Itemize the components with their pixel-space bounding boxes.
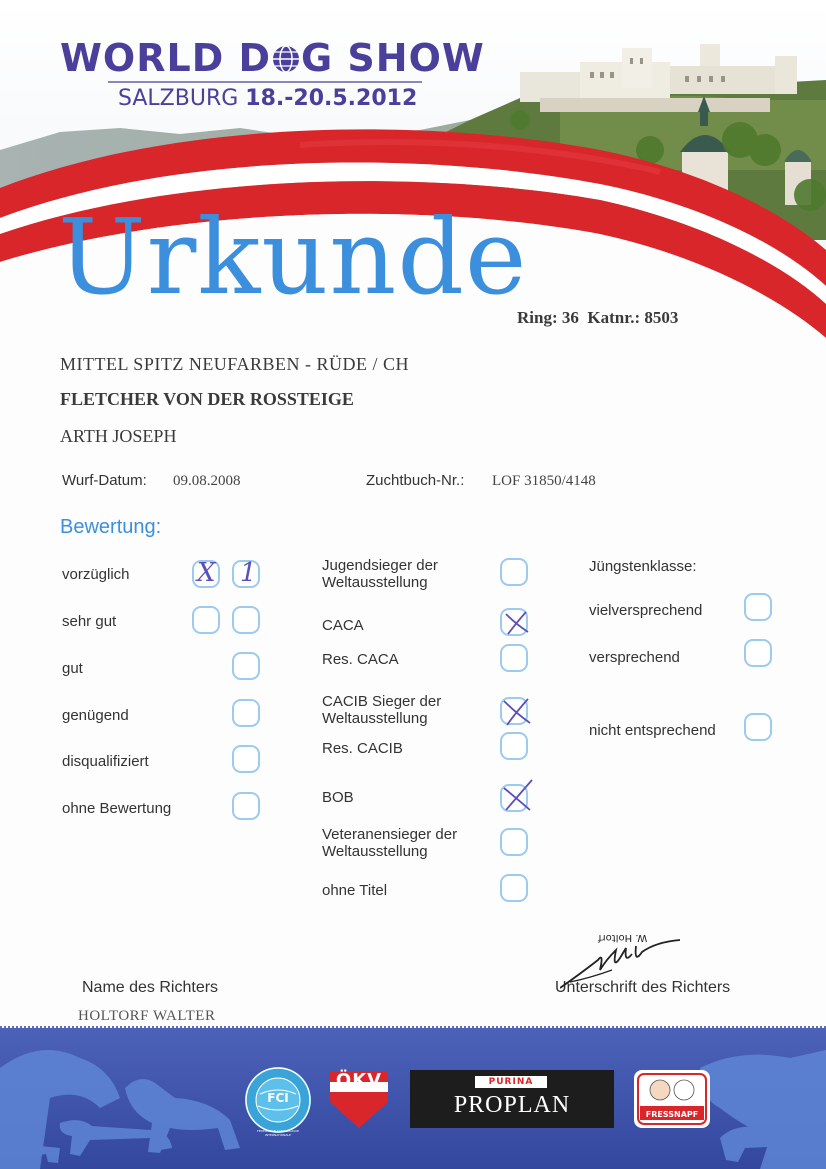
baby-checkbox-nicht-entsprechend[interactable] [744, 713, 772, 741]
grade-label: genügend [62, 707, 129, 724]
grade-checkbox-gut[interactable] [232, 652, 260, 680]
ring-value: 36 [561, 308, 579, 327]
judge-signature-label: Unterschrift des Richters [555, 979, 731, 996]
baby-label: versprechend [589, 649, 680, 666]
checkmark-x-icon [500, 695, 534, 729]
purina-text: PURINA [488, 1077, 534, 1087]
fressnapf-text: FRESSNAPF [645, 1110, 699, 1119]
baby-class-heading: Jüngstenklasse: [589, 558, 697, 575]
globe-icon [271, 39, 301, 69]
grade-label: disqualifiziert [62, 753, 149, 770]
studbook-value: LOF 31850/4148 [492, 473, 596, 489]
handwritten-x: X [197, 558, 216, 588]
birth-date-label: Wurf-Datum: [62, 472, 147, 489]
judge-signature [560, 930, 700, 990]
title-label: CACIB Sieger der Weltausstellung [322, 693, 442, 727]
fci-ring-text: FÉDÉRATION CYNOLOGIQUE INTERNATIONALE [257, 1129, 299, 1137]
checkmark-x-icon [500, 778, 534, 812]
title-label: Res. CACA [322, 651, 399, 668]
grade-checkbox-vorzueglich[interactable] [192, 560, 220, 588]
studbook-label: Zuchtbuch-Nr.: [366, 472, 465, 489]
title-label: Veteranensieger der Weltausstellung [322, 826, 458, 860]
signature-scribble [560, 930, 700, 990]
baby-label: vielversprechend [589, 602, 703, 619]
handwritten-rank: 1 [240, 558, 257, 588]
proplan-text: PROPLAN [453, 1092, 571, 1118]
certificate-title: Urkunde [58, 196, 528, 318]
event-title-part1: WORLD D [60, 36, 272, 80]
grade-checkbox-disqualifiziert[interactable] [232, 745, 260, 773]
title-checkbox-caca[interactable] [500, 608, 528, 636]
title-checkbox-res-caca[interactable] [500, 644, 528, 672]
ring-catalog [517, 308, 678, 328]
title-checkbox-jugendsieger[interactable] [500, 558, 528, 586]
baby-label: nicht entsprechend [589, 722, 716, 739]
owner-name: ARTH JOSEPH [60, 426, 177, 446]
grade-checkbox-ohne-bewertung[interactable] [232, 792, 260, 820]
grade-checkbox-sehr-gut[interactable] [192, 606, 220, 634]
grade-label: ohne Bewertung [62, 800, 172, 817]
dog-name: FLETCHER VON DER ROSSTEIGE [60, 389, 354, 409]
title-label: BOB [322, 789, 354, 806]
title-label: Res. CACIB [322, 740, 403, 757]
ring-label: Ring: [517, 308, 558, 327]
judge-name: HOLTORF WALTER [78, 1008, 216, 1024]
baby-checkbox-versprechend[interactable] [744, 639, 772, 667]
event-title [60, 36, 485, 80]
title-label: Jugendsieger der Weltausstellung [322, 557, 438, 591]
okv-logo-text: ÖKV [335, 1070, 383, 1091]
event-subtitle [118, 86, 417, 111]
birth-date-value: 09.08.2008 [173, 473, 241, 489]
grade-label: vorzüglich [62, 566, 130, 583]
grade-label: gut [62, 660, 83, 677]
rating-heading: Bewertung: [60, 516, 162, 538]
title-checkbox-cacib[interactable] [500, 697, 528, 725]
title-checkbox-res-cacib[interactable] [500, 732, 528, 760]
catalog-label: Katnr.: [587, 308, 641, 327]
baby-checkbox-vielversprechend[interactable] [744, 593, 772, 621]
title-checkbox-bob[interactable] [500, 784, 528, 812]
grade-rank-box[interactable] [232, 606, 260, 634]
title-label: ohne Titel [322, 882, 388, 899]
breed-class: MITTEL SPITZ NEUFARBEN - RÜDE / CH [60, 354, 409, 374]
event-title-part2: G SHOW [301, 36, 485, 80]
judge-name-label: Name des Richters [82, 979, 219, 996]
title-checkbox-ohne-titel[interactable] [500, 874, 528, 902]
title-label: CACA [322, 617, 364, 634]
catalog-value: 8503 [644, 308, 679, 327]
event-dates: 18.-20.5.2012 [245, 86, 418, 111]
title-checkbox-veteranensieger[interactable] [500, 828, 528, 856]
event-city: SALZBURG [118, 86, 239, 111]
grade-checkbox-genuegend[interactable] [232, 699, 260, 727]
signature-stamp-text: W. Holtorf [598, 932, 648, 943]
fci-logo-text: FCI [267, 1091, 289, 1105]
grade-rank-box[interactable] [232, 560, 260, 588]
checkmark-x-icon [500, 606, 534, 640]
grade-label: sehr gut [62, 613, 117, 630]
